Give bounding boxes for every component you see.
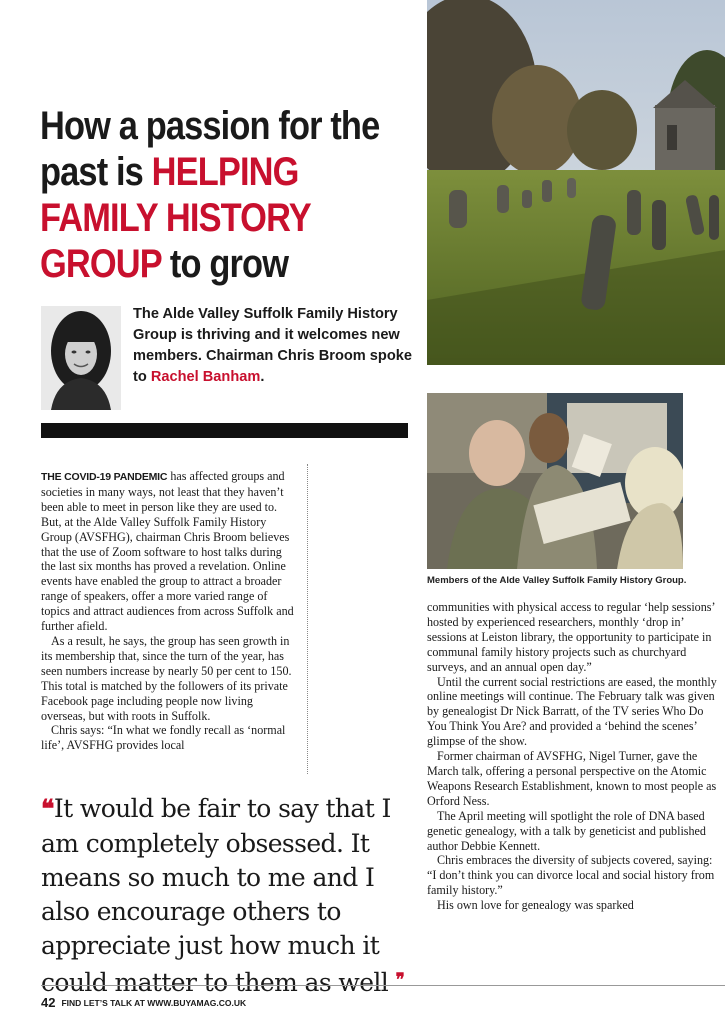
footer	[41, 995, 246, 1010]
body-column-2	[427, 600, 717, 913]
churchyard-image	[427, 0, 725, 365]
pull-quote	[41, 792, 413, 1000]
body-paragraph-8: Chris embraces the diversity of subjects covered, saying: “I don’t think you can divorce local and social history from family history.”	[427, 853, 715, 898]
lead-in: THE COVID-19 PANDEMIC	[41, 471, 168, 483]
headline	[40, 103, 418, 287]
body-column-1	[41, 469, 298, 753]
pull-quote-text: It would be fair to say that I am completely obsessed. It means so much to me and I also encourage others to appreciate just how much it could matter to them as well	[41, 794, 391, 997]
body-paragraph-1	[41, 469, 298, 634]
footer-text: FIND LET’S TALK AT WWW.BUYAMAG.CO.UK	[61, 998, 247, 1008]
body-paragraph-3: Chris says: “In what we fondly recall as ‘normal life’, AVSFHG provides local	[41, 723, 286, 753]
body-paragraph-4: communities with physical access to regular ‘help sessions’ hosted by experienced researchers, monthly ‘drop in’ sessions at Leiston library, the opportunity to participate in communal family history projects such as churchyard surveys, and an annual open day.”	[427, 600, 715, 674]
body-paragraph-9: His own love for genealogy was sparked	[437, 898, 634, 913]
standfirst	[133, 304, 418, 388]
headline-part-1: How a passion for the past is	[40, 104, 380, 194]
body-paragraph-6: Former chairman of AVSFHG, Nigel Turner, gave the March talk, offering a personal perspective on the Atomic Weapons Research Establishment, known to most people as Orford Ness.	[427, 749, 717, 808]
headline-highlight: HELPING FAMILY HISTORY GROUP	[40, 150, 311, 286]
standfirst-end: .	[260, 369, 265, 385]
open-quote-icon: ❝	[41, 796, 54, 823]
standfirst-text: The Alde Valley Suffolk Family History Group is thriving and it welcomes new members. Chairman Chris Broom spoke to	[133, 306, 412, 385]
members-image	[427, 393, 683, 569]
paragraph-text: has affected groups and societies in many ways, not least that they haven’t been able to meet in person like they are used to. But, at the Alde Valley Suffolk Family History Group (AVSFHG), chairman Chris Broom believes that the use of Zoom software to host talks during the last six months has proved a revelation. Online events have enabled the group to attract a broader range of speakers, offer a more varied range of topics and attract audiences from across Suffolk and further afield.	[41, 469, 294, 634]
headline-part-2: to grow	[161, 242, 289, 286]
author-photo	[41, 306, 121, 410]
members-photo	[427, 393, 683, 569]
body-paragraph-7: The April meeting will spotlight the role of DNA based genetic genealogy, with a talk by geneticist and published author Debbie Kennett.	[427, 808, 706, 853]
footer-rule	[41, 985, 725, 986]
author-portrait-image	[41, 306, 121, 410]
column-divider	[307, 464, 308, 774]
photo-caption: Members of the Alde Valley Suffolk Family History Group.	[427, 575, 687, 586]
body-paragraph-5: Until the current social restrictions are eased, the monthly online meetings will continue. The February talk was given by genealogist Dr Nick Barratt, of the TV series Who Do You Think You Are? and provided a ‘behind the scenes’ glimpse of the show.	[427, 674, 717, 749]
close-quote-icon: ❞	[395, 970, 405, 989]
page-number: 42	[41, 995, 56, 1010]
body-paragraph-2: As a result, he says, the group has seen growth in its membership that, since the turn of the year, has seen numbers increase by nearly 50 per cent to 150. This total is matched by the followers of its private Facebook page including people now living overseas, but with roots in Suffolk.	[41, 633, 292, 723]
section-divider-bar	[41, 423, 408, 438]
author-name: Rachel Banham	[150, 369, 261, 385]
churchyard-photo	[427, 0, 725, 365]
